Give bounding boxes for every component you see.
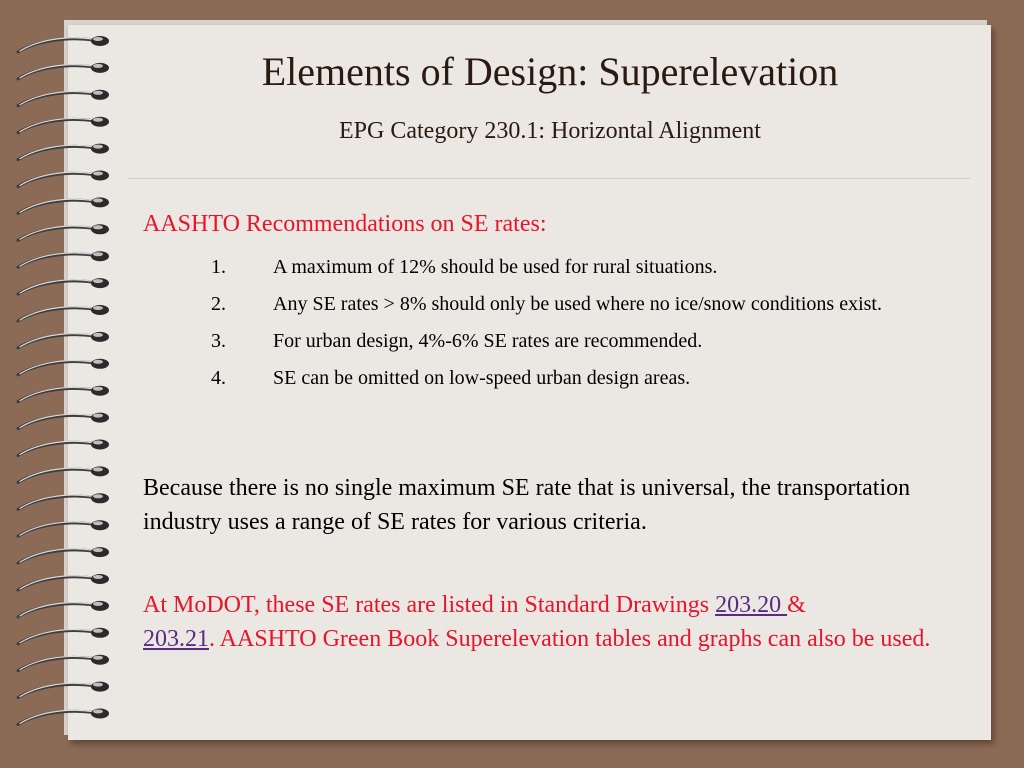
list-text: A maximum of 12% should be used for rural situations.	[273, 256, 718, 278]
spiral-coil	[18, 278, 109, 294]
list-text: Any SE rates > 8% should only be used where no ice/snow conditions exist.	[273, 293, 882, 315]
spiral-coil	[18, 197, 109, 213]
spiral-coil	[18, 413, 109, 429]
spiral-coil	[18, 574, 109, 590]
recommendations-list	[211, 253, 911, 401]
list-number: 3.	[211, 330, 226, 352]
modot-text-after: . AASHTO Green Book Superelevation tables and graphs can also be used.	[209, 626, 931, 652]
standard-drawing-203-20-link[interactable]: 203.20	[715, 592, 788, 618]
list-number: 1.	[211, 256, 226, 278]
spiral-coil	[18, 547, 109, 563]
spiral-coil	[18, 171, 109, 187]
spiral-coil	[18, 386, 109, 402]
spiral-coil	[18, 520, 109, 536]
list-number: 4.	[211, 367, 226, 389]
section-heading: AASHTO Recommendations on SE rates:	[143, 211, 547, 237]
spiral-coil	[18, 493, 109, 509]
spiral-coil	[18, 655, 109, 671]
spiral-coil	[18, 601, 109, 617]
spiral-coil	[18, 332, 109, 348]
title-divider	[128, 178, 970, 179]
list-item	[211, 290, 911, 319]
list-item	[211, 364, 911, 393]
spiral-coil	[18, 466, 109, 482]
list-number: 2.	[211, 293, 226, 315]
spiral-coil	[18, 251, 109, 267]
spiral-coil	[18, 144, 109, 160]
list-text: For urban design, 4%-6% SE rates are recommended.	[273, 330, 703, 352]
spiral-coil	[18, 628, 109, 644]
spiral-coil	[18, 709, 109, 725]
spiral-coil	[18, 682, 109, 698]
explanation-paragraph: Because there is no single maximum SE rate that is universal, the transportation industry uses a range of SE rates for various criteria.	[143, 475, 911, 535]
modot-paragraph	[143, 588, 943, 656]
page-title: Elements of Design: Superelevation	[261, 49, 839, 94]
list-item	[211, 253, 911, 282]
modot-text-before: At MoDOT, these SE rates are listed in Standard Drawings	[143, 592, 716, 618]
list-item	[211, 327, 911, 356]
ampersand: &	[787, 592, 806, 618]
spiral-coil	[18, 440, 109, 456]
standard-drawing-203-21-link[interactable]: 203.21	[143, 626, 209, 652]
spiral-coil	[18, 359, 109, 375]
page-subtitle: EPG Category 230.1: Horizontal Alignment	[339, 118, 761, 144]
spiral-coil	[18, 305, 109, 321]
list-text: SE can be omitted on low-speed urban design areas.	[273, 367, 691, 389]
spiral-coil	[18, 224, 109, 240]
